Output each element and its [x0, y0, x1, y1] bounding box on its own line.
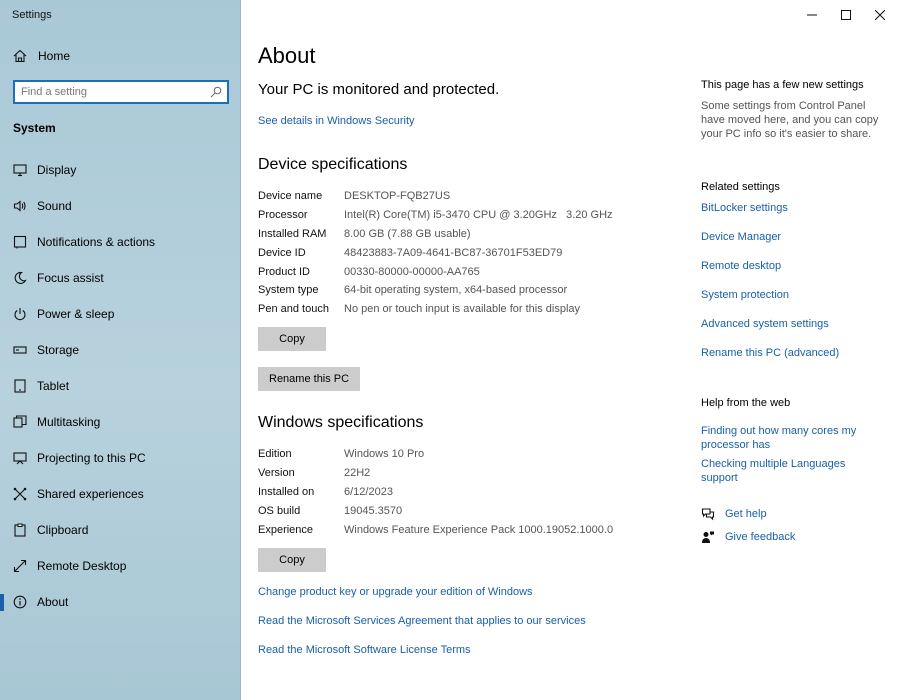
spec-key: Installed on — [258, 485, 315, 498]
projecting-icon — [13, 451, 27, 465]
copy-device-specs-button[interactable]: Copy — [258, 327, 326, 351]
get-help-link[interactable]: Get help — [725, 508, 767, 520]
protection-status: Your PC is monitored and protected. — [258, 81, 500, 98]
section-label: System — [13, 121, 56, 135]
spec-value: Windows 10 Pro — [344, 448, 425, 461]
info-icon — [13, 595, 27, 609]
system-protection-link[interactable]: System protection — [701, 289, 790, 301]
bitlocker-settings-link[interactable]: BitLocker settings — [701, 202, 788, 214]
chat-help-icon — [701, 507, 715, 521]
sidebar-item-label: Power & sleep — [37, 307, 115, 321]
sidebar-item-label: Clipboard — [37, 523, 89, 537]
shared-icon — [13, 487, 27, 501]
sidebar-item-shared-experiences[interactable] — [0, 476, 241, 512]
remote-desktop-link[interactable]: Remote desktop — [701, 260, 782, 272]
close-icon — [875, 10, 885, 20]
spec-row — [258, 262, 613, 281]
tablet-icon — [13, 379, 27, 393]
device-specs-heading: Device specifications — [258, 156, 408, 173]
advanced-system-settings-link[interactable]: Advanced system settings — [701, 318, 829, 330]
spec-row — [258, 206, 613, 225]
sidebar-item-projecting[interactable] — [0, 440, 241, 476]
sidebar-item-label: Shared experiences — [37, 487, 144, 501]
page-title: About — [258, 43, 316, 68]
spec-row — [258, 281, 613, 300]
home-icon — [13, 49, 27, 63]
windows-specs-heading: Windows specifications — [258, 414, 424, 431]
sidebar-item-sound[interactable] — [0, 188, 241, 224]
sidebar-nav — [0, 152, 241, 620]
search-input[interactable] — [15, 82, 195, 102]
sidebar-item-label: Notifications & actions — [37, 235, 156, 249]
give-feedback-row[interactable] — [701, 530, 795, 544]
spec-key: System type — [258, 284, 319, 297]
give-feedback-link[interactable]: Give feedback — [725, 531, 796, 543]
home-nav[interactable] — [13, 49, 70, 63]
notifications-icon — [13, 235, 27, 249]
sidebar-item-label: Sound — [37, 199, 72, 213]
change-product-key-link[interactable]: Change product key or upgrade your edition of Windows — [258, 586, 533, 598]
spec-row — [258, 483, 613, 502]
spec-row — [258, 187, 613, 206]
rename-pc-advanced-link[interactable]: Rename this PC (advanced) — [701, 347, 840, 359]
spec-row — [258, 300, 613, 319]
remote-desktop-icon — [13, 559, 27, 573]
spec-value: Intel(R) Core(TM) i5-3470 CPU @ 3.20GHz 3.20 GHz — [344, 209, 613, 222]
spec-key: Edition — [258, 448, 292, 461]
spec-row — [258, 225, 613, 244]
spec-row — [258, 520, 613, 539]
sidebar-item-label: Remote Desktop — [37, 559, 127, 573]
spec-value: 6/12/2023 — [344, 485, 393, 498]
windows-specs-table — [258, 445, 613, 539]
spec-value: 8.00 GB (7.88 GB usable) — [344, 227, 471, 240]
sidebar-item-label: Projecting to this PC — [37, 451, 146, 465]
related-settings-heading: Related settings — [701, 181, 780, 193]
minimize-button[interactable] — [795, 0, 829, 30]
sidebar-item-remote-desktop[interactable] — [0, 548, 241, 584]
spec-value: Windows Feature Experience Pack 1000.19052.1000.0 — [344, 523, 614, 536]
spec-key: Product ID — [258, 265, 310, 278]
spec-row — [258, 243, 613, 262]
services-agreement-link[interactable]: Read the Microsoft Services Agreement that applies to our services — [258, 615, 586, 627]
spec-key: Pen and touch — [258, 303, 329, 316]
sidebar-item-storage[interactable] — [0, 332, 241, 368]
new-settings-heading: This page has a few new settings — [701, 79, 864, 91]
minimize-icon — [807, 10, 817, 20]
sidebar-item-label: Focus assist — [37, 271, 104, 285]
spec-key: OS build — [258, 504, 301, 517]
languages-help-link[interactable]: Checking multiple Languages support — [701, 458, 846, 484]
spec-key: Version — [258, 467, 295, 480]
spec-value: 00330-80000-00000-AA765 — [344, 265, 480, 278]
sidebar — [0, 0, 241, 700]
spec-value: DESKTOP-FQB27US — [344, 190, 451, 203]
multitasking-icon — [13, 415, 27, 429]
sidebar-item-focus-assist[interactable] — [0, 260, 241, 296]
copy-windows-specs-button[interactable]: Copy — [258, 548, 326, 572]
sidebar-item-label: About — [37, 595, 69, 609]
window-controls — [795, 0, 897, 30]
spec-row — [258, 445, 613, 464]
device-manager-link[interactable]: Device Manager — [701, 231, 782, 243]
sidebar-item-label: Tablet — [37, 379, 70, 393]
spec-key: Installed RAM — [258, 227, 327, 240]
cores-help-link[interactable]: Finding out how many cores my processor has — [701, 425, 857, 451]
spec-key: Device name — [258, 190, 323, 203]
storage-icon — [13, 343, 27, 357]
security-details-link[interactable]: See details in Windows Security — [258, 115, 415, 127]
search-icon — [210, 86, 222, 98]
spec-value: 22H2 — [344, 467, 371, 480]
device-specs-table — [258, 187, 613, 319]
home-label: Home — [38, 49, 71, 63]
monitor-icon — [13, 163, 27, 177]
maximize-icon — [841, 10, 851, 20]
maximize-button[interactable] — [829, 0, 863, 30]
spec-value: 19045.3570 — [344, 504, 403, 517]
rename-pc-button[interactable]: Rename this PC — [258, 367, 360, 391]
license-terms-link[interactable]: Read the Microsoft Software License Terms — [258, 644, 471, 656]
power-icon — [13, 307, 27, 321]
spec-value: No pen or touch input is available for this display — [344, 303, 581, 316]
sidebar-item-notifications[interactable] — [0, 224, 241, 260]
moon-icon — [13, 271, 27, 285]
sidebar-item-tablet[interactable] — [0, 368, 241, 404]
feedback-icon — [701, 530, 715, 544]
close-button[interactable] — [863, 0, 897, 30]
sidebar-item-clipboard[interactable] — [0, 512, 241, 548]
spec-value: 48423883-7A09-4641-BC87-36701F53ED79 — [344, 246, 563, 259]
clipboard-icon — [13, 523, 27, 537]
spec-key: Processor — [258, 209, 308, 222]
sidebar-item-display[interactable] — [0, 152, 241, 188]
speaker-icon — [13, 199, 27, 213]
spec-key: Experience — [258, 523, 314, 536]
search-box[interactable] — [13, 80, 229, 104]
window-title: Settings — [12, 9, 52, 21]
spec-row — [258, 464, 613, 483]
sidebar-item-label: Display — [37, 163, 77, 177]
get-help-row[interactable] — [701, 507, 767, 521]
new-settings-text: Some settings from Control Panel have moved here, and you can copy your PC info so it's easier to share. — [701, 100, 879, 140]
sidebar-item-label: Storage — [37, 343, 80, 357]
sidebar-item-label: Multitasking — [37, 415, 101, 429]
sidebar-item-about[interactable] — [0, 584, 241, 620]
spec-value: 64-bit operating system, x64-based processor — [344, 284, 568, 297]
help-web-heading: Help from the web — [701, 397, 791, 409]
sidebar-item-power-sleep[interactable] — [0, 296, 241, 332]
spec-row — [258, 501, 613, 520]
spec-key: Device ID — [258, 246, 306, 259]
sidebar-item-multitasking[interactable] — [0, 404, 241, 440]
